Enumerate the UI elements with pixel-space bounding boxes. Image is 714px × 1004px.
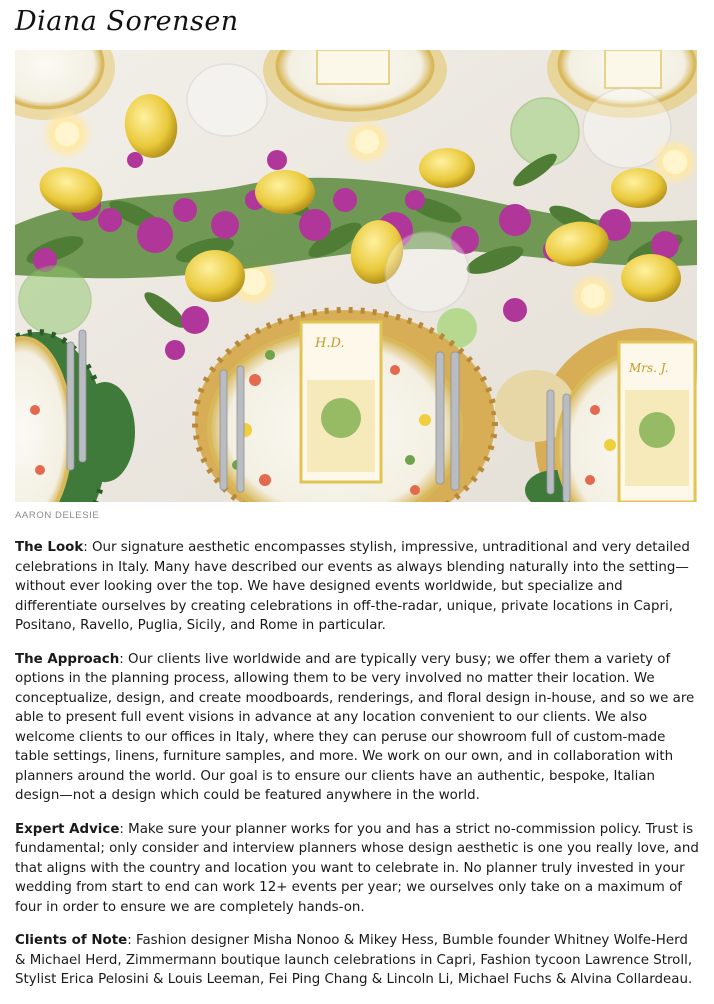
napkin-right (619, 342, 695, 502)
wine-glass-top (187, 64, 267, 136)
photo-credit: AARON DELESIE (15, 510, 100, 521)
place-card-name-right: Mrs. J. (629, 361, 669, 375)
napkin-center (301, 322, 381, 482)
section-the-look (15, 538, 701, 636)
section-heading: The Look (15, 540, 84, 555)
section-text: : Our signature aesthetic encompasses stylish, impressive, untraditional and very detailed celebrations in Italy. Many have described our events as always blending naturally into the setting—without ever looking over the top. We have designed events worldwide, but specialize and differentiate ourselves by creating celebrations in off-the-radar, unique, private locations in Capri, Positano, Ravello, Puglia, Sicily, and Rome in particular. (15, 540, 690, 633)
section-text: : Make sure your planner works for you and has a strict no-commission policy. Trust is fundamental; only consider and interview planners whose design aesthetic is one you really love, and that aligns with the country and location you want to celebrate in. No planner truly invested in your wedding from start to end can work 12+ events per year; we ourselves only take on a maximum of four in order to ensure we are completely hands-on. (15, 821, 699, 915)
section-heading: Expert Advice (15, 821, 120, 837)
table-setting-photo (15, 50, 697, 502)
section-the-approach (15, 650, 701, 806)
section-heading: The Approach (15, 651, 120, 667)
section-expert-advice (15, 820, 701, 918)
section-text: : Our clients live worldwide and are typically very busy; we offer them a variety of options in the planning process, allowing them to be very involved no matter their location. We conceptualize, design, and create moodboards, renderings, and floral design in-house, and so we are able to present full event visions in advance at any location convenient to our clients. We also welcome clients to our offices in Italy, where they can peruse our showroom full of custom-made table settings, linens, furniture samples, and more. We work on our own, and in collaboration with planners around the world. Our goal is to ensure our clients have an authentic, bespoke, Italian design—not a design which could be featured anywhere in the world. (15, 651, 695, 803)
section-text: : Fashion designer Misha Nonoo & Mikey Hess, Bumble founder Whitney Wolfe-Herd & Michael Herd, Zimmermann boutique launch celebrations in Capri, Fashion tycoon Lawrence Stroll, Stylist Erica Pelosini & Louis Leeman, Fei Ping Chang & Lincoln Li, Michael Fuchs & Alvina Collardeau. (15, 933, 693, 987)
section-clients-of-note (15, 931, 701, 990)
place-card-name-center: H.D. (315, 336, 345, 351)
section-heading: Clients of Note (15, 933, 128, 948)
vendor-name-title: Diana Sorensen (15, 6, 239, 37)
green-glass-left (19, 266, 91, 334)
article-body (15, 538, 701, 1004)
